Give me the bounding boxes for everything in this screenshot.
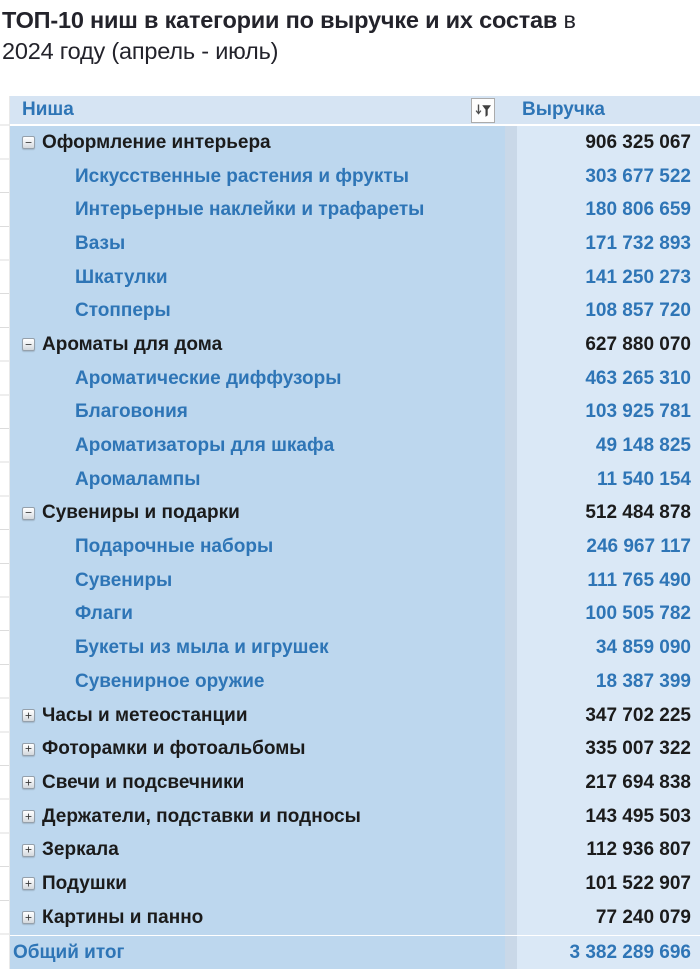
spacer-column-cell[interactable] xyxy=(505,800,517,834)
niche-cell[interactable] xyxy=(10,429,505,463)
table-row xyxy=(10,328,700,362)
spacer-column-cell[interactable] xyxy=(505,497,517,531)
expand-button[interactable] xyxy=(22,743,35,756)
plus-icon: + xyxy=(24,775,32,790)
niche-label: Благовония xyxy=(75,401,188,423)
pivot-table xyxy=(0,96,700,969)
expand-button[interactable] xyxy=(22,877,35,890)
niche-cell[interactable] xyxy=(10,901,505,935)
spacer-column-cell[interactable] xyxy=(505,429,517,463)
niche-cell[interactable] xyxy=(10,126,505,160)
niche-cell[interactable] xyxy=(10,631,505,665)
revenue-cell[interactable] xyxy=(517,530,700,564)
spacer-column-cell[interactable] xyxy=(505,261,517,295)
spacer-column-cell[interactable] xyxy=(505,867,517,901)
revenue-value: 34 859 090 xyxy=(595,637,691,659)
title-regular-text: в xyxy=(563,7,576,33)
expand-button[interactable] xyxy=(22,776,35,789)
table-row xyxy=(10,362,700,396)
spacer-column-cell[interactable] xyxy=(505,833,517,867)
niche-cell[interactable] xyxy=(10,193,505,227)
revenue-value: 512 484 878 xyxy=(585,502,691,524)
spacer-column-cell[interactable] xyxy=(505,227,517,261)
revenue-value: 18 387 399 xyxy=(595,670,691,692)
table-body xyxy=(10,126,700,935)
niche-label: Свечи и подсвечники xyxy=(42,771,245,793)
spacer-column-cell[interactable] xyxy=(505,766,517,800)
niche-label: Часы и метеостанции xyxy=(42,704,248,726)
niche-cell[interactable] xyxy=(10,564,505,598)
niche-label: Ароматические диффузоры xyxy=(75,367,342,389)
niche-cell[interactable] xyxy=(10,598,505,632)
table-row xyxy=(10,294,700,328)
pivot-table-grid xyxy=(10,96,700,969)
table-row xyxy=(10,665,700,699)
revenue-value: 906 325 067 xyxy=(585,131,691,153)
revenue-cell[interactable] xyxy=(517,631,700,665)
niche-cell[interactable] xyxy=(10,328,505,362)
revenue-value: 463 265 310 xyxy=(585,367,691,389)
revenue-cell[interactable] xyxy=(517,800,700,834)
table-row xyxy=(10,766,700,800)
worksheet-gridline-strip xyxy=(0,96,10,969)
revenue-value: 335 007 322 xyxy=(585,738,691,760)
niche-cell[interactable] xyxy=(10,294,505,328)
table-row xyxy=(10,530,700,564)
revenue-cell[interactable] xyxy=(517,193,700,227)
niche-cell[interactable] xyxy=(10,699,505,733)
spacer-column-cell[interactable] xyxy=(505,126,517,160)
spacer-column-cell[interactable] xyxy=(505,463,517,497)
expand-button[interactable] xyxy=(22,709,35,722)
niche-cell[interactable] xyxy=(10,362,505,396)
revenue-cell[interactable] xyxy=(517,328,700,362)
niche-label: Ароматизаторы для шкафа xyxy=(75,435,335,457)
revenue-header-cell[interactable] xyxy=(517,96,700,124)
revenue-cell[interactable] xyxy=(517,126,700,160)
revenue-cell[interactable] xyxy=(517,833,700,867)
table-row xyxy=(10,867,700,901)
revenue-cell[interactable] xyxy=(517,901,700,935)
niche-cell[interactable] xyxy=(10,665,505,699)
revenue-value: 49 148 825 xyxy=(595,435,691,457)
minus-icon: − xyxy=(24,337,32,352)
spacer-column-cell[interactable] xyxy=(505,901,517,935)
revenue-value: 217 694 838 xyxy=(585,771,691,793)
revenue-cell[interactable] xyxy=(517,396,700,430)
spacer-column-cell[interactable] xyxy=(505,160,517,194)
niche-cell[interactable] xyxy=(10,261,505,295)
revenue-cell[interactable] xyxy=(517,766,700,800)
table-row xyxy=(10,193,700,227)
spacer-column-cell[interactable] xyxy=(505,732,517,766)
niche-label: Сувениры и подарки xyxy=(42,502,240,524)
revenue-value: 303 677 522 xyxy=(585,165,691,187)
sort-filter-button[interactable] xyxy=(471,98,495,123)
revenue-cell[interactable] xyxy=(517,261,700,295)
minus-icon: − xyxy=(24,505,32,520)
table-row xyxy=(10,631,700,665)
niche-label: Зеркала xyxy=(42,839,119,861)
spacer-column-cell[interactable] xyxy=(505,193,517,227)
niche-label: Картины и панно xyxy=(42,906,204,928)
table-row xyxy=(10,160,700,194)
niche-label: Букеты из мыла и игрушек xyxy=(75,637,329,659)
revenue-value: 627 880 070 xyxy=(585,333,691,355)
revenue-value: 108 857 720 xyxy=(585,300,691,322)
table-row xyxy=(10,901,700,935)
table-row xyxy=(10,429,700,463)
niche-label: Шкатулки xyxy=(75,266,168,288)
revenue-cell[interactable] xyxy=(517,598,700,632)
table-row xyxy=(10,833,700,867)
title-line2-text: 2024 году (апрель - июль) xyxy=(2,38,279,64)
plus-icon: + xyxy=(24,876,32,891)
revenue-value: 100 505 782 xyxy=(585,603,691,625)
revenue-value: 141 250 273 xyxy=(585,266,691,288)
niche-label: Флаги xyxy=(75,603,133,625)
niche-label: Сувенирное оружие xyxy=(75,670,265,692)
niche-header-cell[interactable] xyxy=(10,96,505,124)
spacer-column-cell[interactable] xyxy=(505,362,517,396)
niche-cell[interactable] xyxy=(10,732,505,766)
niche-label: Ароматы для дома xyxy=(42,333,223,355)
spacer-column-cell[interactable] xyxy=(505,936,517,969)
table-row xyxy=(10,497,700,531)
niche-cell[interactable] xyxy=(10,497,505,531)
revenue-value: 101 522 907 xyxy=(585,872,691,894)
table-row xyxy=(10,261,700,295)
page-title xyxy=(0,0,700,91)
revenue-value: 171 732 893 xyxy=(585,232,691,254)
revenue-cell[interactable] xyxy=(517,429,700,463)
revenue-value: 246 967 117 xyxy=(586,536,691,558)
expand-button[interactable] xyxy=(22,810,35,823)
niche-cell[interactable] xyxy=(10,160,505,194)
revenue-cell[interactable] xyxy=(517,463,700,497)
collapse-button[interactable] xyxy=(22,507,35,520)
grand-total-value: 3 382 289 696 xyxy=(569,942,691,963)
niche-label: Вазы xyxy=(75,232,126,254)
plus-icon: + xyxy=(24,809,32,824)
niche-cell[interactable] xyxy=(10,867,505,901)
revenue-cell[interactable] xyxy=(517,362,700,396)
revenue-value: 111 765 490 xyxy=(587,569,691,591)
spacer-column-cell[interactable] xyxy=(505,598,517,632)
collapse-button[interactable] xyxy=(22,136,35,149)
spacer-column-cell[interactable] xyxy=(505,564,517,598)
niche-header-label: Ниша xyxy=(22,99,74,120)
niche-label: Фоторамки и фотоальбомы xyxy=(42,738,306,760)
revenue-value: 180 806 659 xyxy=(585,199,691,221)
niche-cell[interactable] xyxy=(10,833,505,867)
niche-label: Искусственные растения и фрукты xyxy=(75,165,409,187)
niche-label: Оформление интерьера xyxy=(42,131,271,153)
table-row xyxy=(10,126,700,160)
niche-cell[interactable] xyxy=(10,227,505,261)
revenue-value: 77 240 079 xyxy=(595,906,691,928)
header-row xyxy=(10,96,700,126)
spacer-column-header-cell[interactable] xyxy=(505,96,517,124)
niche-label: Сувениры xyxy=(75,569,173,591)
niche-label: Держатели, подставки и подносы xyxy=(42,805,361,827)
revenue-cell[interactable] xyxy=(517,294,700,328)
plus-icon: + xyxy=(24,741,32,756)
grand-total-label: Общий итог xyxy=(13,942,125,963)
spacer-column-cell[interactable] xyxy=(505,530,517,564)
spacer-column-cell[interactable] xyxy=(505,665,517,699)
niche-cell[interactable] xyxy=(10,396,505,430)
niche-cell[interactable] xyxy=(10,766,505,800)
table-row xyxy=(10,732,700,766)
revenue-cell[interactable] xyxy=(517,227,700,261)
collapse-button[interactable] xyxy=(22,338,35,351)
revenue-value: 143 495 503 xyxy=(585,805,691,827)
sort-descending-filter-icon xyxy=(475,103,492,119)
revenue-value: 347 702 225 xyxy=(585,704,691,726)
niche-cell[interactable] xyxy=(10,530,505,564)
plus-icon: + xyxy=(24,708,32,723)
spacer-column-cell[interactable] xyxy=(505,699,517,733)
niche-cell[interactable] xyxy=(10,800,505,834)
table-row xyxy=(10,800,700,834)
spacer-column-cell[interactable] xyxy=(505,631,517,665)
expand-button[interactable] xyxy=(22,844,35,857)
plus-icon: + xyxy=(24,910,32,925)
table-row xyxy=(10,699,700,733)
spacer-column-cell[interactable] xyxy=(505,294,517,328)
niche-label: Аромалампы xyxy=(75,468,201,490)
spacer-column-cell[interactable] xyxy=(505,328,517,362)
table-row xyxy=(10,463,700,497)
grand-total-label-cell[interactable] xyxy=(10,936,505,969)
niche-label: Стопперы xyxy=(75,300,171,322)
table-row xyxy=(10,598,700,632)
niche-label: Интерьерные наклейки и трафареты xyxy=(75,199,425,221)
niche-label: Подушки xyxy=(42,872,127,894)
revenue-cell[interactable] xyxy=(517,564,700,598)
revenue-value: 11 540 154 xyxy=(596,468,691,490)
revenue-cell[interactable] xyxy=(517,867,700,901)
revenue-cell[interactable] xyxy=(517,732,700,766)
grand-total-row xyxy=(10,935,700,969)
plus-icon: + xyxy=(24,842,32,857)
grand-total-value-cell[interactable] xyxy=(517,936,700,969)
title-bold-text: ТОП-10 ниш в категории по выручке и их состав xyxy=(2,7,558,33)
table-row xyxy=(10,396,700,430)
minus-icon: − xyxy=(24,135,32,150)
revenue-cell[interactable] xyxy=(517,699,700,733)
revenue-value: 112 936 807 xyxy=(586,839,691,861)
niche-cell[interactable] xyxy=(10,463,505,497)
revenue-cell[interactable] xyxy=(517,497,700,531)
revenue-value: 103 925 781 xyxy=(585,401,691,423)
table-row xyxy=(10,564,700,598)
spacer-column-cell[interactable] xyxy=(505,396,517,430)
revenue-cell[interactable] xyxy=(517,160,700,194)
table-row xyxy=(10,227,700,261)
expand-button[interactable] xyxy=(22,911,35,924)
revenue-header-label: Выручка xyxy=(522,99,605,120)
niche-label: Подарочные наборы xyxy=(75,536,274,558)
revenue-cell[interactable] xyxy=(517,665,700,699)
